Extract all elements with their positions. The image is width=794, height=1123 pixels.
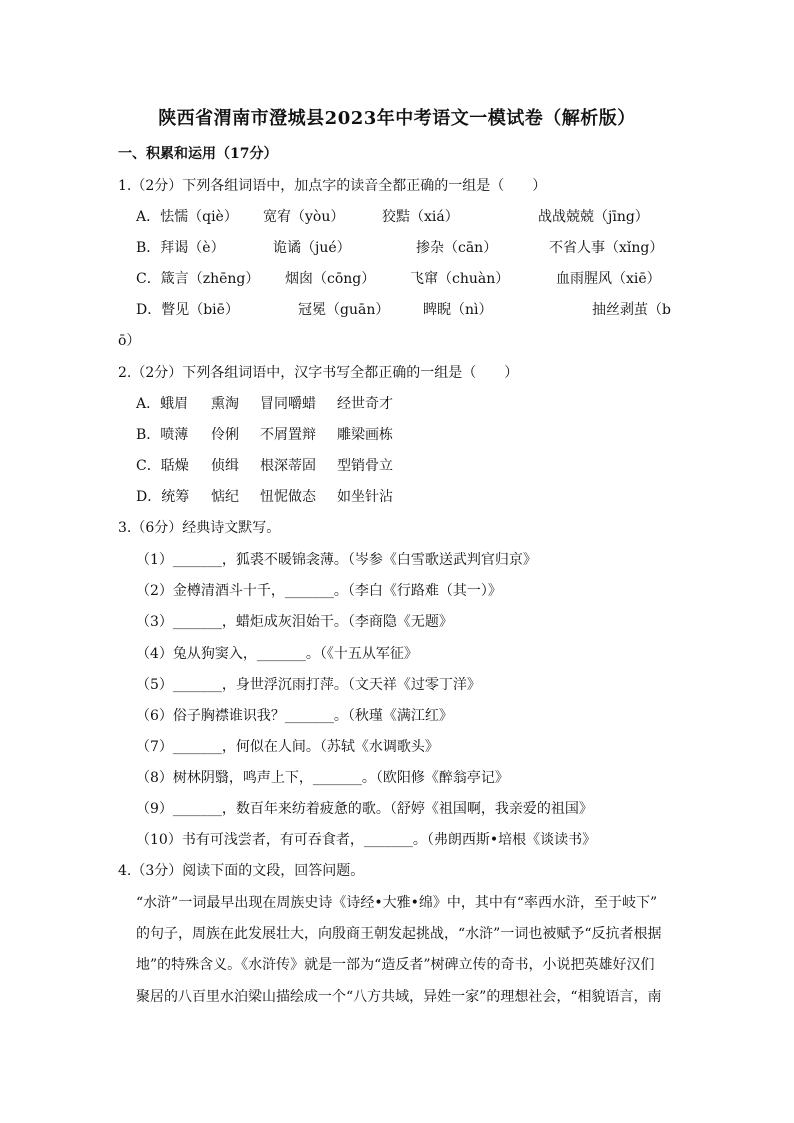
q3-item-3: （3）_______，蜡炬成灰泪始干。（李商隐《无题》 <box>136 614 453 630</box>
question-1-stem: 1.（2分）下列各组词语中，加点字的读音全都正确的一组是（ ） <box>118 178 547 194</box>
q2-option-c-word3: 根深蒂固 <box>260 458 316 474</box>
q1-option-c-word3: 飞窜（chuàn） <box>410 271 510 287</box>
q3-item-10: （10）书有可浅尝者，有可吞食者，_______。（弗朗西斯•培根《谈读书》 <box>136 832 597 848</box>
q2-option-a-word3: 冒同嚼蜡 <box>260 396 316 412</box>
question-3-stem: 3.（6分）经典诗文默写。 <box>118 520 281 536</box>
q2-option-b-word1: B．喷薄 <box>136 427 189 443</box>
q2-option-d-word2: 惦纪 <box>211 489 239 505</box>
q2-option-b-word3: 不屑置辩 <box>260 427 316 443</box>
q1-option-c-word1: C．箴言（zhēng） <box>136 271 260 287</box>
passage-line-3: 地”的特殊含义。《水浒传》就是一部为“造反者”树碑立传的奇书，小说把英雄好汉们 <box>136 957 655 973</box>
q2-option-c-word1: C．聒燥 <box>136 458 189 474</box>
q2-option-b-word4: 雕梁画栋 <box>337 427 393 443</box>
q2-option-c-word4: 型销骨立 <box>337 458 393 474</box>
q3-item-7: （7）_______，何似在人间。（苏轼《水调歌头》 <box>136 739 439 755</box>
section-heading: 一、积累和运用（17分） <box>118 146 278 162</box>
q3-item-5: （5）_______，身世浮沉雨打萍。（文天祥《过零丁洋》 <box>136 677 481 693</box>
q1-option-b-word2: 诡谲（jué） <box>273 240 351 256</box>
q2-option-a-word1: A．蛾眉 <box>136 396 189 412</box>
q2-option-d-word1: D．统筹 <box>136 489 190 505</box>
q1-option-d-word4: 抽丝剥茧（b <box>592 302 671 318</box>
q3-item-8: （8）树林阴翳，鸣声上下，_______。（欧阳修《醉翁亭记》 <box>136 770 509 786</box>
question-4-stem: 4.（3分）阅读下面的文段，回答问题。 <box>118 863 365 879</box>
q1-option-d-word1: D．瞥见（biē） <box>136 302 239 318</box>
q1-option-d-word2: 冠冕（guān） <box>298 302 390 318</box>
passage-line-1: “水浒”一词最早出现在周族史诗《诗经•大雅•绵》中，其中有“率西水浒，至于岐下” <box>136 895 658 911</box>
q1-option-b-word4: 不省人事（xǐng） <box>549 240 664 256</box>
q3-item-6: （6）俗子胸襟谁识我？_______。（秋瑾《满江红》 <box>136 708 453 724</box>
q2-option-a-word2: 熏淘 <box>211 396 239 412</box>
q1-option-a-word4: 战战兢兢（jīng） <box>538 209 649 225</box>
passage-line-2: 的句子，周族在此发展壮大，向殷商王朝发起挑战，“水浒”一词也被赋予“反抗者根据 <box>136 926 662 942</box>
q3-item-9: （9）_______，数百年来纺着疲惫的歌。（舒婷《祖国啊，我亲爱的祖国》 <box>136 801 593 817</box>
q1-option-a-word2: 宽宥（yòu） <box>263 209 345 225</box>
q1-option-a-word1: A．怯懦（qiè） <box>136 209 238 225</box>
q2-option-a-word4: 经世奇才 <box>337 396 393 412</box>
q2-option-d-word4: 如坐针沾 <box>337 489 393 505</box>
q1-option-b-word3: 掺杂（cān） <box>416 240 498 256</box>
q2-option-d-word3: 忸怩做态 <box>260 489 316 505</box>
q1-option-d-word3: 睥睨（nì） <box>423 302 493 318</box>
q1-option-c-word4: 血雨腥风（xiē） <box>556 271 661 287</box>
question-2-stem: 2.（2分）下列各组词语中，汉字书写全都正确的一组是（ ） <box>118 365 519 381</box>
q1-option-d-wrap: ō） <box>118 333 141 349</box>
q1-option-c-word2: 烟囱（cōng） <box>285 271 376 287</box>
q2-option-b-word2: 伶俐 <box>211 427 239 443</box>
q2-option-c-word2: 侦缉 <box>211 458 239 474</box>
page-title: 陕西省渭南市澄城县2023年中考语文一模试卷（解析版） <box>158 108 636 129</box>
passage-line-4: 聚居的八百里水泊梁山描绘成一个“八方共域，异姓一家”的理想社会，“相貌语言，南 <box>136 989 662 1005</box>
q3-item-4: （4）兔从狗窦入，_______。（《十五从军征》 <box>136 646 418 662</box>
q1-option-a-word3: 狡黠（xiá） <box>382 209 459 225</box>
q3-item-1: （1）_______，狐裘不暖锦衾薄。（岑参《白雪歌送武判官归京》 <box>136 552 537 568</box>
q1-option-b-word1: B．拜谒（è） <box>136 240 225 256</box>
q3-item-2: （2）金樽清酒斗十千，_______。（李白《行路难（其一）》 <box>136 583 502 599</box>
